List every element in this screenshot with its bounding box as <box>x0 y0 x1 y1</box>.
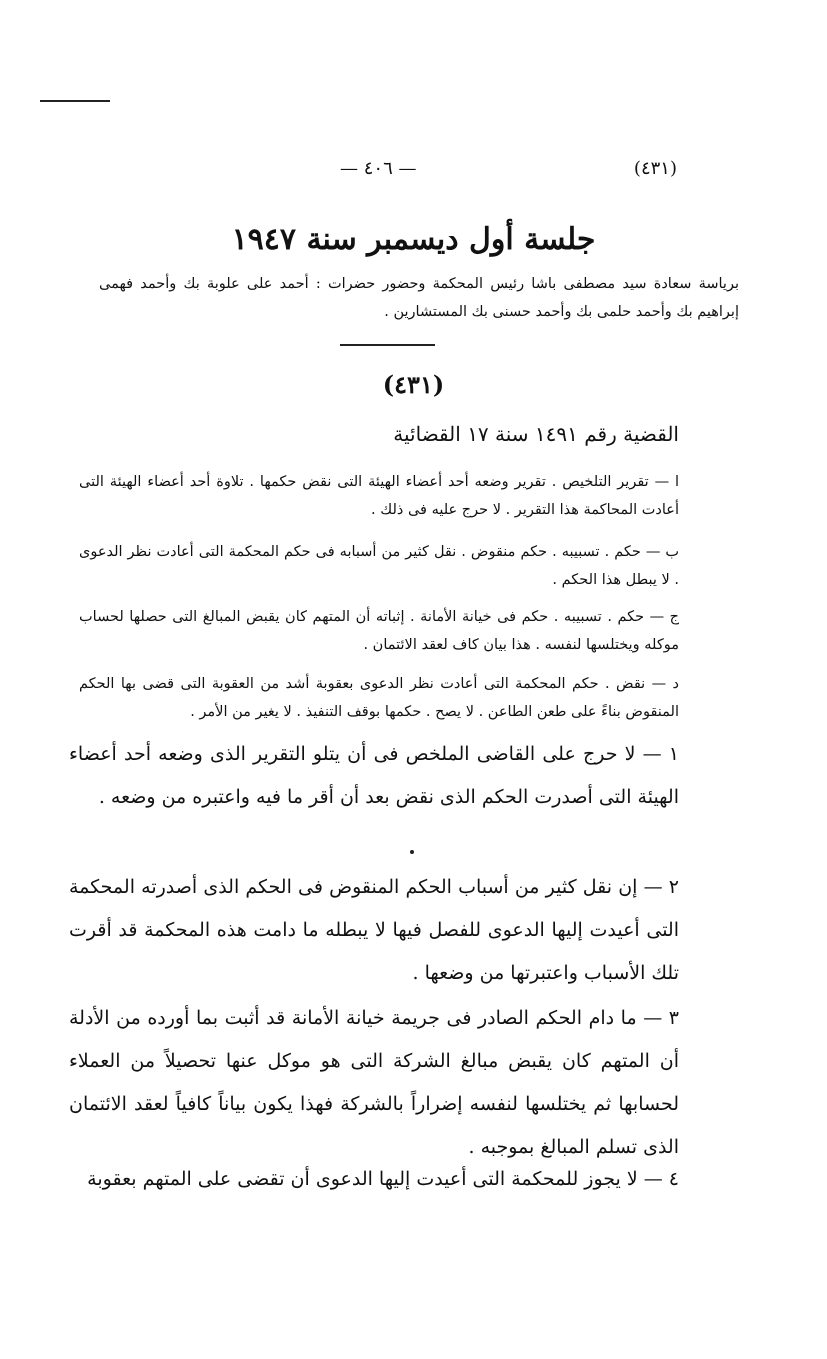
principle-1: ١ — لا حرج على القاضى الملخص فى أن يتلو التقرير الذى وضعه أحد أعضاء الهيئة التى أصدرت الحكم الذى نقض بعد أن أقر ما فيه واعتبره من وضعه . <box>69 743 679 808</box>
presidency-paragraph: برياسة سعادة سيد مصطفى باشا رئيس المحكمة وحضور حضرات : أحمد على علوبة بك وأحمد فهمى إبراهيم بك وأحمد حلمى بك وأحمد حسنى بك المستشارين . <box>99 276 739 320</box>
section-divider <box>340 344 435 346</box>
top-rule <box>40 100 110 102</box>
principle-2: ٢ — إن نقل كثير من أسباب الحكم المنقوض فى الحكم الذى أصدرته المحكمة التى أعيدت إليها الدعوى للفصل فيها لا يبطله ما دامت هذه المحكمة قد أقرت تلك الأسباب واعتبرتها من وضعها . <box>69 876 679 984</box>
page-number: — ٤٠٦ — <box>340 158 417 179</box>
ornament-dot <box>410 850 414 854</box>
summary-d: د — نقض . حكم المحكمة التى أعادت نظر الدعوى بعقوبة أشد من العقوبة التى قضى بها الحكم المنقوض بناءً على طعن الطاعن . لا يصح . حكمها بوقف التنفيذ . لا يغير من الأمر . <box>79 676 679 720</box>
running-case-number: (٤٣١) <box>633 158 677 179</box>
case-title: القضية رقم ١٤٩١ سنة ١٧ القضائية <box>393 422 679 446</box>
principle-3: ٣ — ما دام الحكم الصادر فى جريمة خيانة الأمانة قد أثبت بما أورده من الأدلة أن المتهم كان يقبض مبالغ الشركة التى هو موكل عنها تحصيلاً من العملاء لحسابها ثم يختلسها لنفسه إضراراً بالشركة فهذا يكون بياناً كافياً لعقد الائتمان الذى تسلم المبالغ بموجبه . <box>69 1007 679 1158</box>
session-title: جلسة أول ديسمبر سنة ١٩٤٧ <box>231 222 596 257</box>
summary-a: ا — تقرير التلخيص . تقرير وضعه أحد أعضاء الهيئة التى نقض حكمها . تلاوة أحد أعضاء الهيئة التى أعادت المحاكمة هذا التقرير . لا حرج عليه فى ذلك . <box>79 474 679 518</box>
summary-b: ب — حكم . تسبيبه . حكم منقوض . نقل كثير من أسبابه فى حكم المحكمة التى أعادت نظر الدعوى . لا يبطل هذا الحكم . <box>79 544 679 588</box>
principle-4: ٤ — لا يجوز للمحكمة التى أعيدت إليها الدعوى أن تقضى على المتهم بعقوبة <box>87 1168 679 1190</box>
case-number: (٤٣١) <box>382 370 445 399</box>
summary-c: ج — حكم . تسبيبه . حكم فى خيانة الأمانة . إثباته أن المتهم كان يقبض المبالغ التى حصلها لحساب موكله ويختلسها لنفسه . هذا بيان كاف لعقد الائتمان . <box>79 609 679 653</box>
